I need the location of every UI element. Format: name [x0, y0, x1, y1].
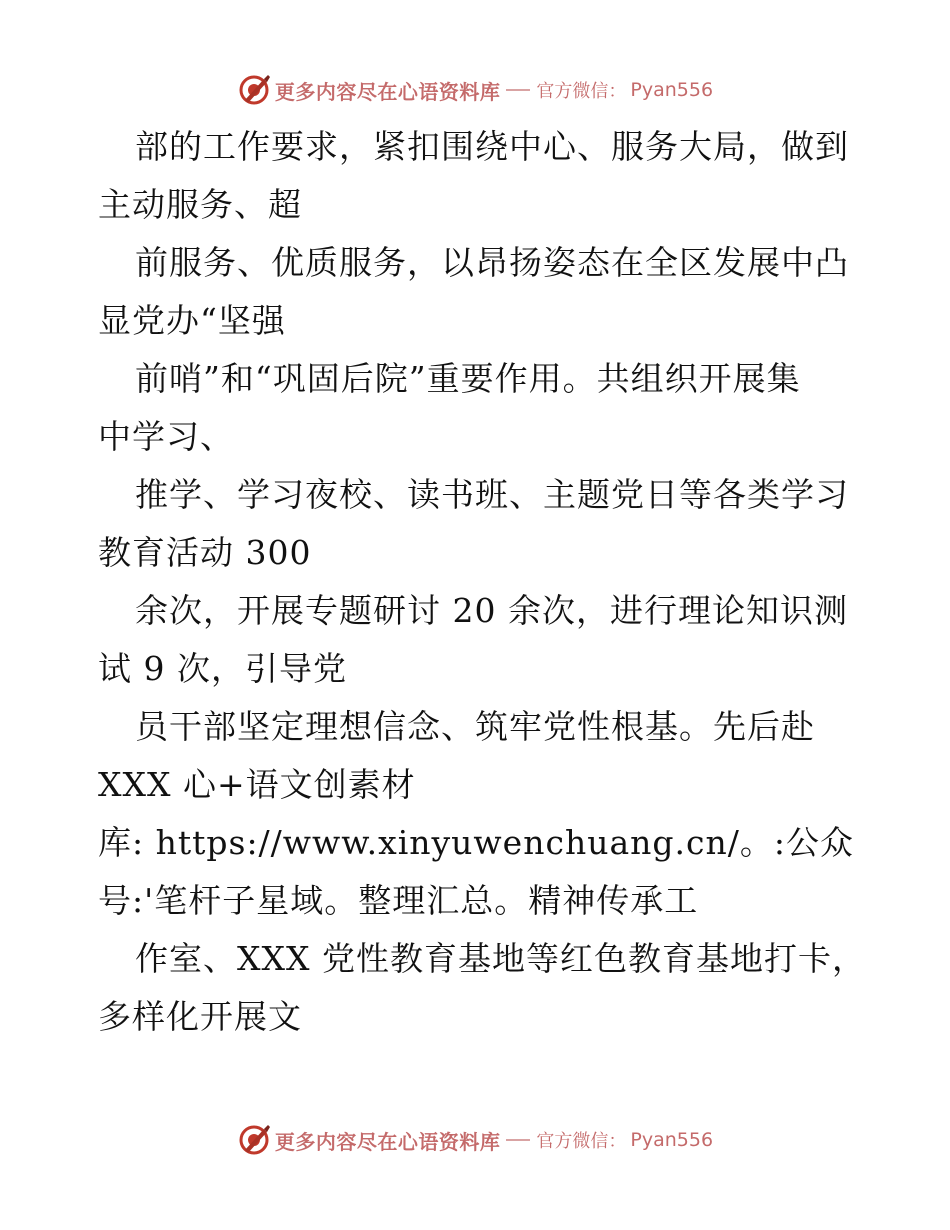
- text-line: XXX 心+语文创素材: [98, 765, 416, 804]
- document-body: [98, 118, 868, 1046]
- watermark-account: Pyan556: [630, 79, 714, 101]
- text-line: 员干部坚定理想信念、筑牢党性根基。先后赴: [135, 707, 815, 746]
- text-line: 试 9 次，引导党: [98, 649, 347, 688]
- text-line: 主动服务、超: [98, 185, 302, 224]
- text-line: 多样化开展文: [98, 997, 302, 1036]
- watermark-account: Pyan556: [630, 1129, 714, 1151]
- text-line: 推学、学习夜校、读书班、主题党日等各类学习: [135, 475, 849, 514]
- watermark-dash: [506, 1139, 530, 1141]
- watermark-dash: [506, 89, 530, 91]
- watermark-label: 官方微信：: [536, 81, 627, 102]
- text-line: 教育活动 300: [98, 533, 312, 572]
- pen-logo-icon: [237, 1123, 271, 1157]
- watermark-brand: 更多内容尽在心语资料库: [274, 1129, 501, 1154]
- text-line: 部的工作要求，紧扣围绕中心、服务大局，做到: [135, 127, 849, 166]
- header-watermark: [0, 70, 950, 110]
- text-line: 显党办“坚强: [98, 301, 286, 340]
- watermark-label: 官方微信：: [536, 1131, 627, 1152]
- text-line: 作室、XXX 党性教育基地等红色教育基地打卡，: [135, 939, 866, 978]
- text-line: 号:'笔杆子星域。整理汇总。精神传承工: [98, 881, 699, 920]
- pen-logo-icon: [237, 73, 271, 107]
- text-line: 前服务、优质服务，以昂扬姿态在全区发展中凸: [135, 243, 849, 282]
- text-line: 前哨”和“巩固后院”重要作用。共组织开展集: [135, 359, 801, 398]
- text-line: 中学习、: [98, 417, 234, 456]
- footer-watermark: [0, 1120, 950, 1160]
- watermark-brand: 更多内容尽在心语资料库: [274, 79, 501, 104]
- text-line: 库: https://www.xinyuwenchuang.cn/。:公众: [98, 823, 854, 862]
- text-line: 余次，开展专题研讨 20 余次，进行理论知识测: [135, 591, 848, 630]
